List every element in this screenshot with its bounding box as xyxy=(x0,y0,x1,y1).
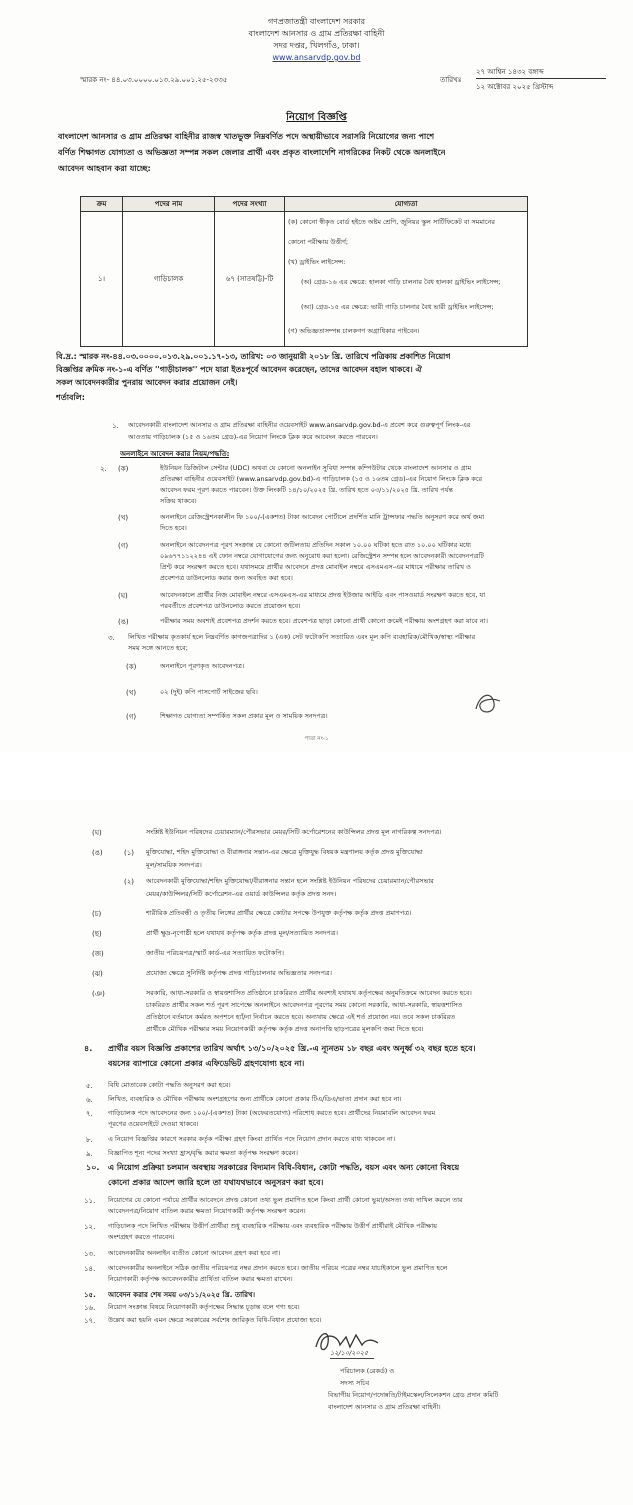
item-number: ৩. xyxy=(108,634,115,642)
doc-line: বিজ্ঞাপিত শূন্য পদের সংখ্যা হ্রাস/বৃদ্ধি করার ক্ষমতা কর্তৃপক্ষ সংরক্ষণ করেন। xyxy=(108,1149,298,1157)
sub-item-marker: (ক) xyxy=(126,663,137,671)
doc-line: পূরণের ওয়েবসাইটে দেওয়া থাকবে। xyxy=(108,1120,199,1128)
row-serial: ১। xyxy=(81,212,123,347)
qualification-line: (খ) ড্রাইভিং লাইসেন্স: xyxy=(288,258,346,266)
date-label: তারিখঃ xyxy=(440,76,462,84)
row-post: গাড়িচালক xyxy=(123,212,215,347)
header-org: বাংলাদেশ আনসার ও গ্রাম প্রতিরক্ষা বাহিনী xyxy=(248,29,385,38)
intro-line-1: বাংলাদেশ আনসার ও গ্রাম প্রতিরক্ষা বাহিনীর রাজস্ব খাতভুক্ত নিম্নবর্ণিত পদে অস্থায়ীভাবে সরাসরি নিয়োগের জন্য পাশে xyxy=(58,132,435,141)
date-gregorian: ১২ অক্টোবর ২০২৫ খ্রিস্টাব্দ xyxy=(476,83,554,91)
row-qualifications xyxy=(285,212,528,347)
signature-underline xyxy=(330,1358,374,1359)
rule-line: ০৯৬৭৭১১২২৪৪ এই ফোন নম্বরে যোগাযোগের জন্য অনুরোধ করা হলো। রেজিস্ট্রেশন সম্পন্ন হলে আবেদনকারী আবেদনপত্রটি xyxy=(160,552,484,560)
rule-line: ০২ (দুই) কপি পাসপোর্ট সাইজের ছবি। xyxy=(160,688,258,696)
item-number: ৪. xyxy=(84,1044,93,1053)
doc-line: আবেদনপত্র/নিয়োগ বাতিল করার ক্ষমতা নিয়োগকারী কর্তৃপক্ষ সংরক্ষণ করেন। xyxy=(108,1207,306,1215)
document-page-1 xyxy=(0,0,633,752)
page-1-footer: পাতা নং-১ xyxy=(304,736,329,742)
signatory-org: বাংলাদেশ আনসার ও গ্রাম প্রতিরক্ষা বাহিনী। xyxy=(328,1403,441,1411)
row-count: ৬৭ (সাতষট্টি)-টি xyxy=(215,212,285,347)
intro-line-3: আবেদন আহবান করা যাচ্ছে: xyxy=(58,164,151,173)
rule-line: অনলাইনে পূরণকৃত আবেদনপত্র। xyxy=(160,662,245,670)
date-divider xyxy=(476,78,606,79)
doc-line: প্রার্থীকে মৌখিক পরীক্ষার সময় নিয়োগকারী কর্তৃপক্ষ কর্তৃক প্রদত্ত অনাপত্তি ছাড়পত্রের মূলকপি জমা দিতে হবে। xyxy=(146,1025,424,1033)
item-number: ১. xyxy=(112,422,119,430)
rule-line: সময় সঙ্গে আনতে হবে; xyxy=(128,644,188,652)
item-number: ১২. xyxy=(84,1223,96,1231)
sub-item-marker: (ক) xyxy=(118,465,129,473)
qualification-line: (গ) অভিজ্ঞতাসম্পন্ন চালকগণ অগ্রাধিকার পাইবেন। xyxy=(288,327,420,335)
col-header-serial: ক্রম xyxy=(81,197,123,212)
note-line-2: বিজ্ঞপ্তির ক্রমিক নং-১-এ বর্ণিত ''গাড়ীচালক'' পদে যারা ইতঃপূর্বে আবেদন করেছেন, তাদের আবেদন বহাল থাকবে। ঐ xyxy=(56,365,422,374)
rule-line: আবেদন ফরম পূরণ করতে পারবেন। উক্ত লিংকটি ১৪/১০/২০২৫ খ্রি. তারিখ হতে ০৩/১১/২০২৫ খ্রি. তারিখ পর্যন্ত xyxy=(160,486,453,494)
sub-item-marker: (ঝ) xyxy=(92,970,103,978)
col-header-qualification: যোগ্যতা xyxy=(285,197,528,212)
item-number: ৭. xyxy=(86,1110,93,1118)
qualification-line: (আ) গ্রেড-১৫ এর ক্ষেত্রে: ভারী গাড়ি চালনার বৈধ ভারী ড্রাইভিং লাইসেন্স; xyxy=(301,303,494,311)
sub-item-marker: (ঙ) xyxy=(118,618,129,626)
doc-line: নিয়োগ সংক্রান্ত বিষয়ে নিয়োগকারী কর্তৃপক্ষের সিদ্ধান্ত চূড়ান্ত বলে গণ্য হবে। xyxy=(108,1303,300,1311)
rule-line: সক্রিয় থাকবে। xyxy=(160,497,197,505)
note-line-1: বি.দ্র.: স্মারক নং-৪৪.০৩.০০০০.০১৩.২৯.০০১.১৭-১৩, তারিখ: ০৩ জানুয়ারী ২০১৮ খ্রি. তারিখে পত্রিকায় প্রকাশিত নিয়োগ xyxy=(56,352,451,361)
item-number: ১৫. xyxy=(84,1291,96,1299)
signature-date: ১২/১০/২০২৫ xyxy=(330,1349,369,1357)
posts-table-header xyxy=(81,197,528,212)
item-number: ১০. xyxy=(86,1163,100,1172)
rule-line: অনলাইনে রেজিস্ট্রেশনকালীন ফি ১০০/-(একশত) টাকা আবেদন পোর্টালে প্রদর্শিত মানি ট্রান্সফার পদ্ধতি অনুসরণ করে অর্থ জমা xyxy=(160,513,485,521)
doc-line: গাড়িচালক পদে আবেদনের জন্য ১০০/-(একশত) টাকা (অফেরতযোগ্য) পরিশোধ করতে হবে। প্রার্থীদের নিয়মাবলি আবেদন ফরম xyxy=(108,1109,436,1117)
doc-line-bold: কোনো প্রকার আদেশ জারি হলে তা যথাযথভাবে অনুসরণ করা হবে। xyxy=(108,1178,324,1187)
rule-line: প্রিন্ট করে সংরক্ষণ করতে হবে। যথাসময়ে প্রার্থীর আবেদনে প্রদত্ত মোবাইল নম্বরে এসএমএস-এর মাধ্যমে পরীক্ষার তারিখ ও xyxy=(160,563,471,571)
rule-line: লিখিত পরীক্ষায় কৃতকার্য হলে নিম্নবর্ণিত কাগজপত্রাদির ১ (এক) সেট ফটোকপি সত্যায়িত এবং মূল কপি ব্যবহারিক/মৌখিক/স্বাস্থ্য পরীক্ষার xyxy=(128,633,476,641)
sub-item-marker: (ঘ) xyxy=(92,829,102,837)
item-number: ৫. xyxy=(86,1082,93,1090)
online-rules-label: অনলাইনে আবেদন করার নিয়ম/পদ্ধতি: xyxy=(120,450,230,458)
doc-line: অংশগ্রহণ করতে পারবেন। xyxy=(108,1233,175,1241)
doc-line: এ নিয়োগ বিজ্ঞপ্তির কারণে সরকার কর্তৃক পরীক্ষা গ্রহণ কিংবা প্রার্থিত পদে নিয়োগ প্রদান করতে বাধ্য থাকবেন না। xyxy=(108,1135,396,1143)
sub-item-marker: (চ) xyxy=(92,910,102,918)
doc-line: মেয়র/কাউন্সিলর/সিটি কর্পোরেশন-এর ওয়ার্ড কাউন্সিলর কর্তৃক প্রদত্ত সনদ। xyxy=(146,890,337,898)
qualification-line: কোনো পরীক্ষায় উত্তীর্ণ; xyxy=(288,238,349,246)
header-website-link[interactable]: www.ansarvdp.gov.bd xyxy=(272,53,361,62)
doc-line: প্রতিষ্ঠানে বর্তমানে কর্মরত অপশনে হ্যাঁ/না নির্বাচন করতে হবে। অন্যথায় ক্ষেত্রে এই শর্ত প্রযোজ্য নয়। তবে সকল চাকরিরত xyxy=(146,1013,456,1021)
signatory-committee: বিভাগীয় নিয়োগ/পদোন্নতি/টাইমস্কেল/সিলেকশন গ্রেড প্রদান কমিটি xyxy=(328,1391,499,1399)
rule-line: শিক্ষাগত যোগ্যতা সম্পর্কিত সকল প্রকার মূল ও সাময়িক সনদপত্র। xyxy=(160,712,328,720)
item-number: ১৬. xyxy=(84,1304,96,1312)
doc-line: উল্লেখ করা হয়নি এমন ক্ষেত্রে সরকারের সর্বশেষ জারিকৃত বিধি-বিধান প্রযোজ্য হবে। xyxy=(108,1316,322,1324)
doc-line: প্রযোজ্য ক্ষেত্রে সুনির্দিষ্ট কর্তৃপক্ষ প্রদত্ত গাড়িচালনার অভিজ্ঞতার সনদপত্র। xyxy=(146,969,332,977)
sub-item-marker: (ঞ) xyxy=(92,990,105,998)
item-number: ৬. xyxy=(86,1096,93,1104)
table-row xyxy=(81,212,528,347)
doc-line: গাড়িচালক পদে লিখিত পরীক্ষায় উত্তীর্ণ প্রার্থীরা শুধু ব্যবহারিক পরীক্ষায় এবং ব্যবহারিক পরীক্ষায় উত্তীর্ণ প্রার্থীরাই মৌখিক পরীক্ষায় xyxy=(108,1222,437,1230)
doc-line-bold: এ নিয়োগ প্রক্রিয়া চলমান অবস্থায় সরকারের বিদ্যমান বিধি-বিধান, কোটা পদ্ধতি, বয়স এবং অন্য কোনো বিষয়ে xyxy=(108,1163,460,1172)
doc-line: শারীরিক প্রতিবন্ধী ও তৃতীয় লিঙ্গের প্রার্থীর ক্ষেত্রে কোটার সপক্ষে উপযুক্ত কর্তৃপক্ষ কর্তৃক প্রদত্ত প্রমাণপত্র। xyxy=(146,909,412,917)
sub-item-marker: (খ) xyxy=(118,514,129,522)
signatory-role: সদস্য সচিব xyxy=(340,1379,370,1387)
doc-line: আবেদনকারী মুক্তিযোদ্ধা/শহিদ মুক্তিযোদ্ধা/বীরাঙ্গনার সন্তান হলে সংশ্লিষ্ট ইউনিয়ন পরিষদের চেয়ারম্যান/পৌরসভার xyxy=(146,877,434,885)
age-rule-line-2: বয়সের ব্যাপারে কোনো প্রকার এফিডেভিট গ্রহণযোগ্য হবে না। xyxy=(108,1059,305,1068)
item-1-line-2: আওতায় গাড়িচালক (১৫ ও ১৬তম গ্রেড)-এর নিয়োগ লিংকে ক্লিক করে আবেদন করতে পারবেন। xyxy=(128,433,378,441)
item-number: ১৩. xyxy=(84,1250,96,1258)
item-number: ১৪. xyxy=(84,1265,96,1273)
doc-line: সংশ্লিষ্ট ইউনিয়ন পরিষদের চেয়ারম্যান/পৌরসভার মেয়র/সিটি কর্পোরেশনের কাউন্সিলর প্রদত্ত মূল নাগরিকত্ব সনদপত্র। xyxy=(146,828,442,836)
col-header-count: পদের সংখ্যা xyxy=(215,197,285,212)
intro-line-2: বর্ণিত শিক্ষাগত যোগ্যতা ও অভিজ্ঞতা সম্পন্ন সকল জেলার প্রার্থী এবং প্রকৃত বাংলাদেশি নাগরিকের নিকট থেকে অনলাইনে xyxy=(58,148,446,157)
note-line-3: সকল আবেদনকারীর পুনরায় আবেদন করার প্রয়োজন নেই। xyxy=(56,378,238,387)
rule-line: ইউনিয়ন ডিজিটাল সেন্টার (UDC) অথবা যে কোনো অনলাইন সুবিধা সম্পন্ন কম্পিউটার থেকে বাংলাদেশ আনসার ও গ্রাম xyxy=(160,464,472,472)
header-hq: সদর দপ্তর, খিলগাঁও, ঢাকা। xyxy=(273,41,360,50)
rule-line: আবেদনকালে প্রার্থীর নিজ মোবাইল নম্বরে এসএমএস-এর মাধ্যমে প্রদত্ত ইউজার আইডি এবং পাসওয়ার্ড সংরক্ষণ করতে হবে, যা xyxy=(160,591,486,599)
signature-mark xyxy=(312,1325,382,1365)
document-page-2 xyxy=(0,800,633,1505)
doc-line: প্রার্থী ক্ষুদ্র-নৃগোষ্ঠী হলে যথাযথ কর্তৃপক্ষ কর্তৃক প্রদত্ত মূল/সত্যায়িত সনদপত্র। xyxy=(146,929,338,937)
age-rule-line-1: প্রার্থীর বয়স বিজ্ঞপ্তি প্রকাশের তারিখ অর্থাৎ ১৩/১০/২০২৫ খ্রি.-এ ন্যূনতম ১৮ বছর এবং অনূর্ধ্ব ৩২ বছর হতে হবে। xyxy=(108,1044,476,1053)
date-bangla: ২৭ আশ্বিন ১৪৩২ বঙ্গাব্দ xyxy=(476,68,544,76)
item-number: ২. xyxy=(100,465,107,473)
notice-title: নিয়োগ বিজ্ঞপ্তি xyxy=(286,112,347,123)
sub-item-marker: (ঙ) xyxy=(92,849,103,857)
doc-line: জাতীয় পরিচয়পত্র/স্মার্ট কার্ড-এর সত্যায়িত ফটোকপি। xyxy=(146,949,284,957)
col-header-post: পদের নাম xyxy=(123,197,215,212)
rule-line: অনলাইনে আবেদনপত্র পূরণ সংক্রান্ত যে কোনো জটিলতায় প্রতিদিন সকাল ১০.০০ ঘটিকা হতে রাত ১০.০০ ঘটিকার মধ্যে xyxy=(160,541,472,549)
initial-signature-mark xyxy=(470,685,506,721)
posts-table xyxy=(80,196,528,347)
rule-line: পরবর্তীতে প্রবেশপত্র ডাউনলোড করতে প্রয়োজন হবে। xyxy=(160,602,301,610)
item-number: ১১. xyxy=(84,1197,96,1205)
sub-item-marker: (ছ) xyxy=(92,930,102,938)
rule-line: দিতে হবে। xyxy=(160,524,187,532)
qualification-line: (ক) কোনো স্বীকৃত বোর্ড হইতে অষ্টম শ্রেণি, জুনিয়র স্কুল সার্টিফিকেট বা সমমানের xyxy=(288,218,495,226)
doc-line: বিধি মোতাবেক কোটা পদ্ধতি অনুসরণ করা হবে। xyxy=(108,1081,231,1089)
sub-item-marker: (ঘ) xyxy=(118,592,128,600)
rule-line: প্রতিরক্ষা বাহিনীর ওয়েবসাইট (www.ansarvdp.gov.bd)-এ গাড়িচালক (১৫ ও ১৬তম গ্রেড)-এর নিয়োগ লিংকে ক্লিক করে xyxy=(160,475,483,483)
item-number: ৮. xyxy=(86,1136,93,1144)
doc-line: মূল/সাময়িক সনদপত্র। xyxy=(146,861,202,869)
rule-line: প্রবেশপত্র ডাউনলোড করার জন্য অবহিত করা হবে। xyxy=(160,574,293,582)
sub-sub-marker: (২) xyxy=(124,878,135,886)
sub-item-marker: (গ) xyxy=(126,713,137,721)
qualification-line: (অ) গ্রেড-১৬ এর ক্ষেত্রে: হালকা গাড়ি চালনার বৈধ হালকা ড্রাইভিং লাইসেন্স; xyxy=(301,278,501,286)
memo-number: স্মারক নং- ৪৪.০৩.০০০০.০১৩.২৯.০০১.২৫-২৩৩৫ xyxy=(80,76,228,84)
item-number: ১৭. xyxy=(84,1317,96,1325)
conditions-label: শর্তাবলি: xyxy=(56,393,85,402)
doc-line: চাকরিরত প্রার্থীর সকল শর্ত পূরণ সাপেক্ষে অনলাইনে আবেদনপত্র পূরণের সময় কোনো সরকারি, আধা-সরকারি, স্বায়ত্তশাসিত xyxy=(146,1001,463,1009)
item-number: ৯. xyxy=(86,1150,93,1158)
doc-line: নিয়োগের যে কোনো পর্যায়ে প্রার্থীর আবেদনে প্রদত্ত কোনো তথ্য ভুল প্রমাণিত হলে কিংবা প্রার্থী কোনো ভুয়া/অসত্য তথ্য দাখিল করলে তার xyxy=(108,1196,463,1204)
sub-item-marker: (গ) xyxy=(118,542,129,550)
rule-line: পরীক্ষার সময় অবশ্যই প্রবেশপত্র প্রদর্শন করতে হবে। প্রবেশপত্র ছাড়া কোনো প্রার্থী কোনো ক্রমেই পরীক্ষায় অংশগ্রহণ করা যাবে না। xyxy=(160,617,488,625)
doc-line-bold: আবেদন করার শেষ সময় ০৩/১১/২০২৫ খ্রি. তারিখ। xyxy=(108,1291,256,1299)
header-govt: গণপ্রজাতন্ত্রী বাংলাদেশ সরকার xyxy=(267,17,366,26)
doc-line: আবেদনকারীর অনলাইন ব্যতীত কোনো আবেদন গ্রহণ করা হবে না। xyxy=(108,1249,281,1257)
signatory-title: পরিচালক (রেকর্ড) ও xyxy=(340,1367,395,1375)
doc-line: মুক্তিযোদ্ধা, শহিদ মুক্তিযোদ্ধা ও বীরাঙ্গনার সন্তান-এর ক্ষেত্রে মুক্তিযুদ্ধ বিষয়ক মন্ত্রণালয় কর্তৃক প্রদত্ত মুক্তিযোদ্ধা xyxy=(146,848,423,856)
doc-line: আবেদনকারীর অনলাইনে সঠিক জাতীয় পরিচয়পত্র নম্বর প্রদান করতে হবে। জাতীয় পরিচয় পত্রের নম্বর যাচাইকালে ভুল প্রমাণিত হলে xyxy=(108,1264,448,1272)
item-1-line-1: আবেদনকারী বাংলাদেশ আনসার ও গ্রাম প্রতিরক্ষা বাহিনীর ওয়েবসাইট www.ansarvdp.gov.bd-এ প্রবেশ করে গুরুত্বপূর্ণ লিংক-এর xyxy=(128,421,471,429)
sub-item-marker: (খ) xyxy=(126,689,137,697)
sub-sub-marker: (১) xyxy=(124,849,135,857)
doc-line: নিয়োগকারী কর্তৃপক্ষ আবেদনকারীর প্রার্থিতা বাতিল করার ক্ষমতা রাখেন। xyxy=(108,1275,293,1283)
doc-line: লিখিত, ব্যবহারিক ও মৌখিক পরীক্ষায় অংশগ্রহণের জন্য প্রার্থীকে কোনো প্রকার টিএ/ডিএ/ভাতা প্রদান করা হবে না। xyxy=(108,1095,402,1103)
doc-line: সরকারি, আধা-সরকারি ও স্বায়ত্তশাসিত প্রতিষ্ঠানে চাকরিরত প্রার্থীর অবশ্যই যথাযথ কর্তৃপক্ষের অনুমতিক্রমে আবেদন করতে হবে। xyxy=(146,989,472,997)
sub-item-marker: (জ) xyxy=(92,950,104,958)
